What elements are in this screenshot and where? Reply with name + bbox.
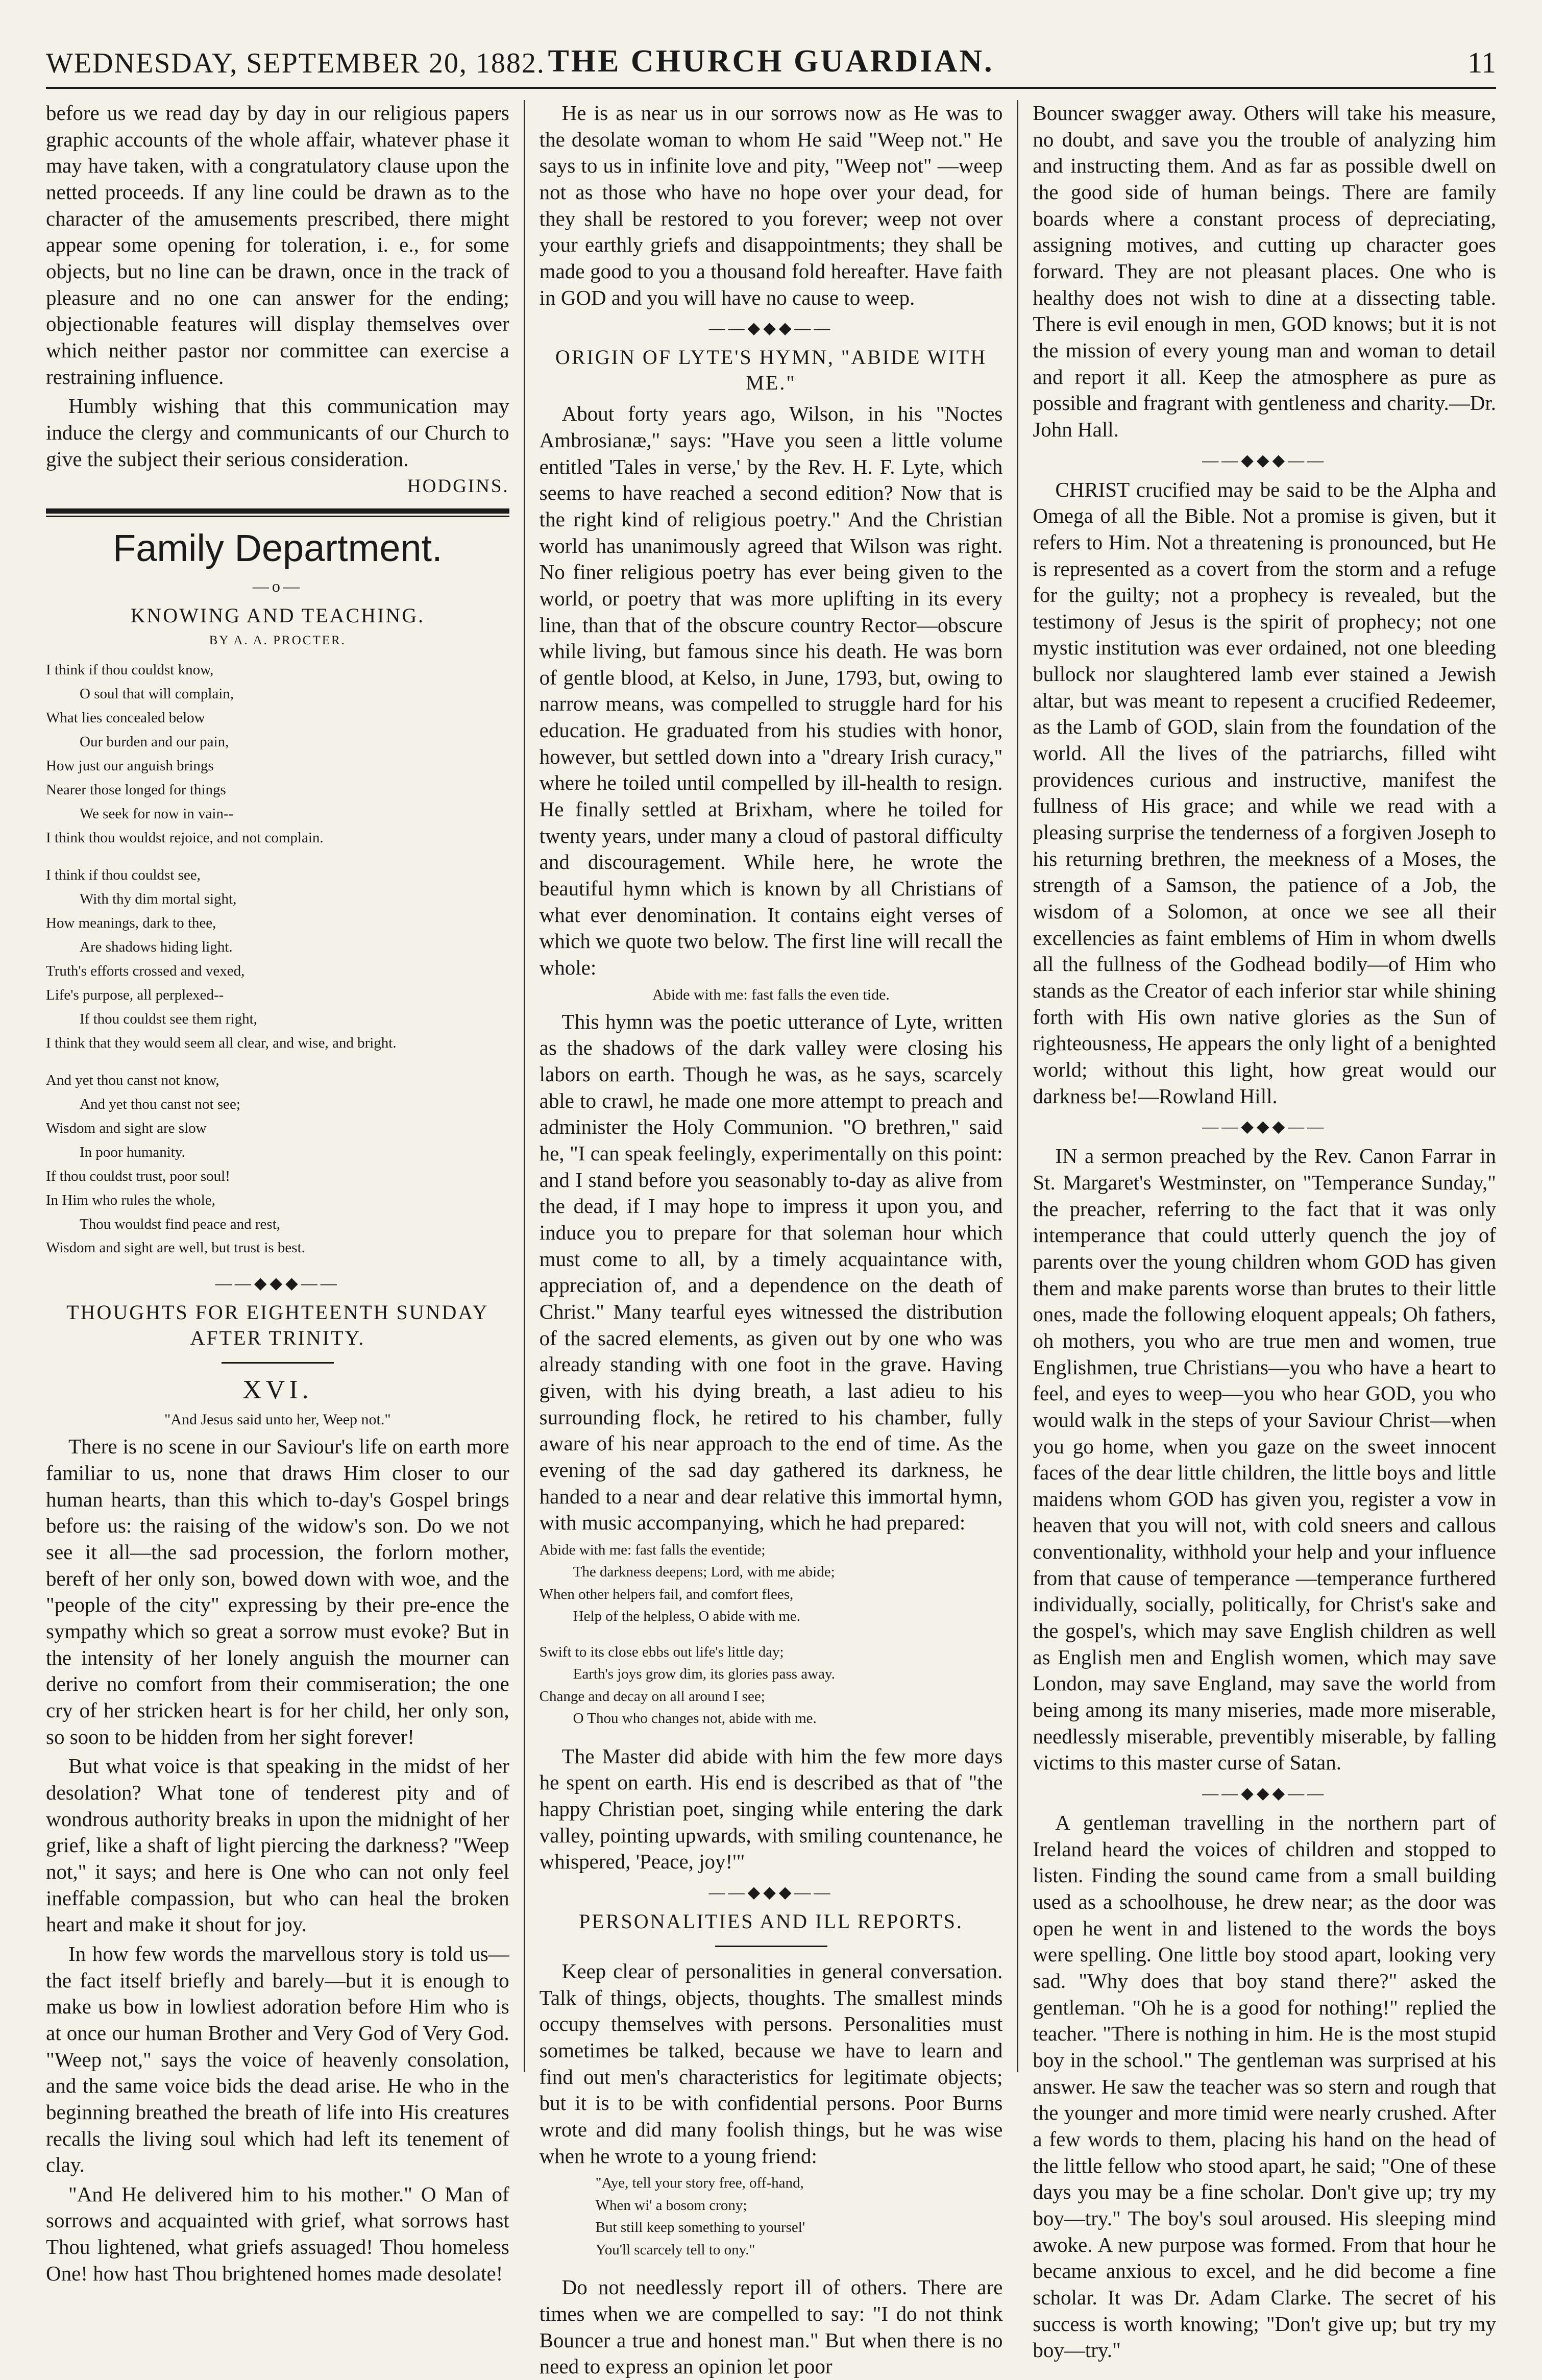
section-numeral: XVI. bbox=[242, 1375, 313, 1405]
ornament-divider: ——◆◆◆—— bbox=[1202, 450, 1327, 469]
poem-line: Life's purpose, all perplexed-- bbox=[46, 986, 224, 1003]
poem-line: How meanings, dark to thee, bbox=[46, 914, 216, 931]
verse-line: Abide with me: fast falls the eventide; bbox=[539, 1541, 766, 1558]
poem-line: With thy dim mortal sight, bbox=[80, 890, 237, 907]
hymn-verse-2 bbox=[540, 1641, 1003, 1730]
poem-line: Nearer those longed for things bbox=[46, 782, 226, 798]
poem-line: I think that they would seem all clear, and wise, and bright. bbox=[46, 1034, 397, 1051]
verse-line: Earth's joys grow dim, its glories pass away. bbox=[573, 1666, 835, 1683]
thoughts-heading: THOUGHTS FOR EIGHTEENTH SUNDAY AFTER TRINITY. bbox=[66, 1301, 489, 1350]
ornament-divider: ——◆◆◆—— bbox=[708, 319, 834, 337]
poem-line: If thou couldst see them right, bbox=[80, 1010, 257, 1027]
poem-line: I think if thou couldst see, bbox=[46, 866, 201, 883]
paragraph: There is no scene in our Saviour's life on earth more familiar to us, none that draws Him closer to our human hearts, than this which to-day's Gospel brings before us: the raising of the widow's son. Do we not see it all—the sad procession, the forlorn mother, bereft of her only son, bowed down with woe, and the "people of the city" expressing by their pre-ence the sympathy which so great a sorrow must evoke? But in the intensity of her lonely anguish the mourner can derive no comfort from their commiseration; the one cry of her stricken heart is for her child, her only son, so soon to be hidden from her sight forever! bbox=[46, 1435, 509, 1748]
paragraph: In how few words the marvellous story is told us—the fact itself briefly and barely—but it is enough to make us bow in lowliest adoration before Him who is at once our human Brother and Very God of Very God. "Weep not," says the voice of heavenly consolation, and the same voice bids the dead arise. He who in the beginning breathed the breath of life into His creatures recalls the living soul which had left its tenement of clay. bbox=[46, 1941, 509, 2177]
section-rule bbox=[46, 508, 509, 517]
short-rule bbox=[715, 1946, 827, 1947]
poem-byline: BY A. A. PROCTER. bbox=[209, 634, 346, 648]
verse-line: "Aye, tell your story free, off-hand, bbox=[595, 2175, 804, 2192]
burns-verse bbox=[540, 2172, 1003, 2261]
paragraph: CHRIST crucified may be said to be the Alpha and Omega of all the Bible. Not a promise is given, but it refers to Him. Not a threatening is pronounced, but He is represented as a covert from the storm and a refuge for the guilty; not a prophecy is revealed, but the testimony of Jesus is the spirit of prophecy; not one mystic institution was ever ordained, not one bleeding bullock nor slaughtered lamb ever stained a Jewish altar, but was meant to repesent a crucified Redeemer, as the Lamb of GOD, slain from the foundation of the world. All the lives of the patriarchs, filled wiht providences curious and instructive, manifest the fullness of His grace; and while we read with a pleasing surprise the tenderness of a forgiven Joseph to his returning brethren, the meekness of a Moses, the strength of a Samson, the patience of a Job, the wisdom of a Solomon, at once we see all their excellencies as faint emblems of Him in whom dwells all the fullness of the Godhead bodily—of Him who stands as the Creator of each inferior star while shining forth with His own native glories as the Sun of righteousness, He appears the only light of a benighted world; without this light, how great would our darkness be!—Rowland Hill. bbox=[1033, 477, 1497, 1108]
verse-line: You'll scarcely tell to ony." bbox=[595, 2241, 755, 2258]
ornament-divider: ——◆◆◆—— bbox=[1202, 1784, 1327, 1803]
verse-line: Swift to its close ebbs out life's little day; bbox=[539, 1643, 784, 1660]
poem-stanza-3 bbox=[46, 1068, 509, 1260]
scripture-quote: "And Jesus said unto her, Weep not." bbox=[164, 1411, 391, 1428]
signature: HODGINS. bbox=[407, 476, 509, 497]
newspaper-title: THE CHURCH GUARDIAN. bbox=[548, 44, 994, 79]
poem-line: What lies concealed below bbox=[46, 710, 205, 726]
masthead bbox=[46, 36, 1496, 89]
closing-paragraph: Humbly wishing that this communication may induce the clergy and communicants of our Church to give the subject their serious consideration. bbox=[46, 394, 509, 471]
poem-title: KNOWING AND TEACHING. bbox=[130, 604, 425, 627]
personalities-heading: PERSONALITIES AND ILL REPORTS. bbox=[579, 1910, 963, 1933]
ornament-divider: ——◆◆◆—— bbox=[708, 1883, 834, 1902]
poem-line: Our burden and our pain, bbox=[80, 734, 229, 750]
ornament-divider: ——◆◆◆—— bbox=[1202, 1117, 1327, 1136]
poem-line: Are shadows hiding light. bbox=[80, 938, 233, 955]
continued-text: He is as near us in our sorrows now as He was to the desolate woman to whom He said "Weep not." He says to us in infinite love and pity, "Weep not" —weep not as those who have no hope over your dead, for they shall be restored to you forever; weep not over your earthly griefs and disappointments; they shall be made good to you a thousand fold hereafter. Have faith in GOD and you will have no cause to weep. bbox=[539, 101, 1003, 309]
poem-line: O soul that will complain, bbox=[80, 686, 234, 702]
poem-line: Truth's efforts crossed and vexed, bbox=[46, 962, 245, 979]
verse-line: The darkness deepens; Lord, with me abide; bbox=[573, 1564, 835, 1581]
poem-line: If thou couldst trust, poor soul! bbox=[46, 1168, 230, 1184]
ornament-divider: ——◆◆◆—— bbox=[215, 1274, 340, 1293]
verse-line: When other helpers fail, and comfort flees, bbox=[539, 1586, 794, 1602]
department-heading: Family Department. bbox=[113, 527, 443, 570]
paragraph: A gentleman travelling in the northern part of Ireland heard the voices of children and stopped to listen. Finding the sound came from a small building used as a schoolhouse, he drew near; as the door was open he went in and listened to the words the boys were spelling. One little boy stood apart, looking very sad. "Why does that boy stand there?" asked the gentleman. "Oh he is a good for nothing!" replied the teacher. "There is nothing in him. He is the most stupid boy in the school." The gentleman was surprised at his answer. He saw the teacher was so stern and rough that the younger and more timid were nearly crushed. After a few words to them, placing his hand on the head of the little fellow who stood apart, he said; "One of these days you may be a fine scholar. Don't give up; try my boy—try." The boy's soul aroused. His sleeping mind awoke. A new purpose was formed. From that hour he became anxious to excel, and he did become a fine scholar. It was Dr. Adam Clarke. The secret of his success is worth knowing; "Don't give up; but try my boy—try." bbox=[1033, 1811, 1497, 2362]
issue-date: WEDNESDAY, SEPTEMBER 20, 1882. bbox=[46, 47, 545, 79]
poem-line: How just our anguish brings bbox=[46, 758, 214, 774]
verse-line: Change and decay on all around I see; bbox=[539, 1688, 765, 1705]
poem-line: We seek for now in vain-- bbox=[80, 806, 234, 822]
page-number: 11 bbox=[1467, 46, 1496, 79]
paragraph: Do not needlessly report ill of others. There are times when we are compelled to say: "I do not think Bouncer a true and honest man." But when there is no need to express an opinion let poor bbox=[539, 2275, 1003, 2378]
verse-line: When wi' a bosom crony; bbox=[595, 2197, 747, 2214]
verse-line: Help of the helpless, O abide with me. bbox=[573, 1608, 801, 1625]
paragraph: IN a sermon preached by the Rev. Canon Farrar in St. Margaret's Westminster, on "Temperance Sunday," the preacher, referring to the fact that it was only intemperance that could utterly quench the joy of parents over the young children whom GOD has given them and make parents worse than brutes to their little ones, made the following eloquent appeals; Oh fathers, oh mothers, you who are true men and women, true Englishmen, true Christians—you who have a heart to feel, and eyes to weep—you who hear GOD, you who would walk in the steps of your Saviour Christ—when you go home, when you gaze on the sweet innocent faces of the dear little children, the little boys and little maidens whom GOD has given you, register a vow in heaven that you will not, with cold sneers and callous conventionality, withhold your help and your influence from that cause of temperance —temperance furthered individually, socially, politically, for Christ's sake and the gospel's, which may save English children as well as English men and English women, which may save London, may save England, may save the world from being among its many miseries, made more miserable, needlessly miserable, preventibly miserable, by falling victims to this master curse of Satan. bbox=[1033, 1144, 1497, 1775]
short-rule bbox=[222, 1362, 334, 1364]
paragraph: The Master did abide with him the few more days he spent on earth. His end is described as that of "the happy Christian poet, singing while entering the dark valley, pointing upwards, with smiling countenance, he whispered, 'Peace, joy!'" bbox=[539, 1744, 1003, 1874]
poem-line: Thou wouldst find peace and rest, bbox=[80, 1216, 281, 1232]
column-2 bbox=[524, 100, 1017, 2378]
verse-line: O Thou who changes not, abide with me. bbox=[573, 1710, 817, 1727]
paragraph: This hymn was the poetic utterance of Lyte, written as the shadows of the dark valley were closing his labors on earth. Though he was, as he says, scarcely able to crawl, he made one more attempt to preach and administer the Holy Communion. "O brethren," said he, "I can speak feelingly, experimentally on this point: and I stand before you seasonably to-day as alive from the dead, if I may hope to impress it upon you, and induce you to prepare for that soleman hour which must come to all, by a timely acquaintance with, appreciation of, and a dependence on the death of Christ." Many tearful eyes witnessed the distribution of the sacred elements, as given out by one who was already standing with one foot in the grave. Having given, with his dying breath, a last adieu to his surrounding flock, he retired to his chamber, fully aware of his near approach to the end of time. As the evening of the sad day gathered its darkness, he handed to a near and dear relative this immortal hymn, with music accompanying, which he had prepared: bbox=[539, 1009, 1003, 1535]
hymn-verse-1 bbox=[540, 1539, 1003, 1628]
poem-stanza-2 bbox=[46, 863, 509, 1055]
hymn-article-heading: ORIGIN OF LYTE'S HYMN, "ABIDE WITH ME." bbox=[555, 346, 987, 395]
column-1 bbox=[46, 100, 524, 2285]
poem-line: In poor humanity. bbox=[80, 1144, 185, 1160]
poem-line: Wisdom and sight are well, but trust is best. bbox=[46, 1240, 305, 1256]
poem-stanza-1 bbox=[46, 658, 509, 850]
poem-line: Wisdom and sight are slow bbox=[46, 1120, 207, 1136]
poem-line: I think if thou couldst know, bbox=[46, 662, 214, 678]
paragraph: "And He delivered him to his mother." O Man of sorrows and acquainted with grief, what sorrows hast Thou lightened, what griefs assuaged! Thou homeless One! how hast Thou brightened homes made desolate! bbox=[46, 2182, 509, 2285]
ornament-divider: —o— bbox=[252, 577, 303, 596]
verse-line: But still keep something to yoursel' bbox=[595, 2219, 805, 2236]
poem-line: In Him who rules the whole, bbox=[46, 1192, 215, 1208]
poem-line: And yet thou canst not know, bbox=[46, 1072, 219, 1088]
continued-text: before us we read day by day in our religious papers graphic accounts of the whole affair, whatever phase it may have taken, with a congratulatory clause upon the netted proceeds. If any line could be drawn as to the character of the amusements prescribed, there might appear some opening for toleration, i. e., for some objects, but no line can be drawn, once in the track of pleasure and no one can answer for the ending; objectionable features will display themselves over which neither pastor nor committee can exercise a restraining influence. bbox=[46, 101, 509, 388]
columns bbox=[46, 100, 1497, 2378]
hymn-first-line: Abide with me: fast falls the even tide. bbox=[652, 986, 890, 1003]
paragraph: But what voice is that speaking in the midst of her desolation? What tone of tenderest pity and of wondrous authority breaks in upon the midnight of her grief, like a shaft of light piercing the darkness? "Weep not," it says; and here is One who can not only feel ineffable compassion, but who can heal the broken heart and make it shout for joy. bbox=[46, 1754, 509, 1936]
poem-line: I think thou wouldst rejoice, and not complain. bbox=[46, 829, 324, 846]
paragraph: About forty years ago, Wilson, in his "Noctes Ambrosianæ," says: "Have you seen a little volume entitled 'Tales in verse,' by the Rev. H. F. Lyte, which seems to have reached a second edition? Now that is the right kind of religious poetry." And the Christian world has unanimously agreed that Wilson was right. No finer religious poetry has ever being given to the world, or poetry that was more uplifting in its every line, than that of the obscure country Rector—obscure while living, but famous since his death. He was born of gentle blood, at Kelso, in June, 1793, but, owing to narrow means, was compelled to struggle hard for his education. He graduated from his studies with honor, however, but settled down into a "dreary Irish curacy," where he toiled until compelled by ill-health to resign. He finally settled at Brixham, where he toiled for twenty years, under many a cloud of pastoral difficulty and discouragement. While here, he wrote the beautiful hymn which is known by all Christians of what ever denomination. It contains eight verses of which we quote two below. The first line will recall the whole: bbox=[539, 402, 1003, 980]
poem-line: And yet thou canst not see; bbox=[80, 1096, 240, 1112]
continued-text: Bouncer swagger away. Others will take his measure, no doubt, and save you the trouble of analyzing him and instructing them. And as far as possible dwell on the good side of human beings. There are family boards where a constant process of depreciating, assigning motives, and cutting up character goes forward. They are not pleasant places. One who is healthy does not wish to dine at a dissecting table. There is evil enough in men, GOD knows; but it is not the mission of every young man and woman to detail and report it all. Keep the atmosphere as pure as possible and fragrant with gentleness and charity.—Dr. John Hall. bbox=[1033, 101, 1497, 441]
column-3 bbox=[1017, 100, 1497, 2362]
paragraph: Keep clear of personalities in general conversation. Talk of things, objects, thoughts. The smallest minds occupy themselves with persons. Personalities must sometimes be talked, because we have to learn and find out men's characteristics for legitimate objects; but it is to be with confidential persons. Poor Burns wrote and did many foolish things, but he was wise when he wrote to a young friend: bbox=[539, 1959, 1003, 2168]
